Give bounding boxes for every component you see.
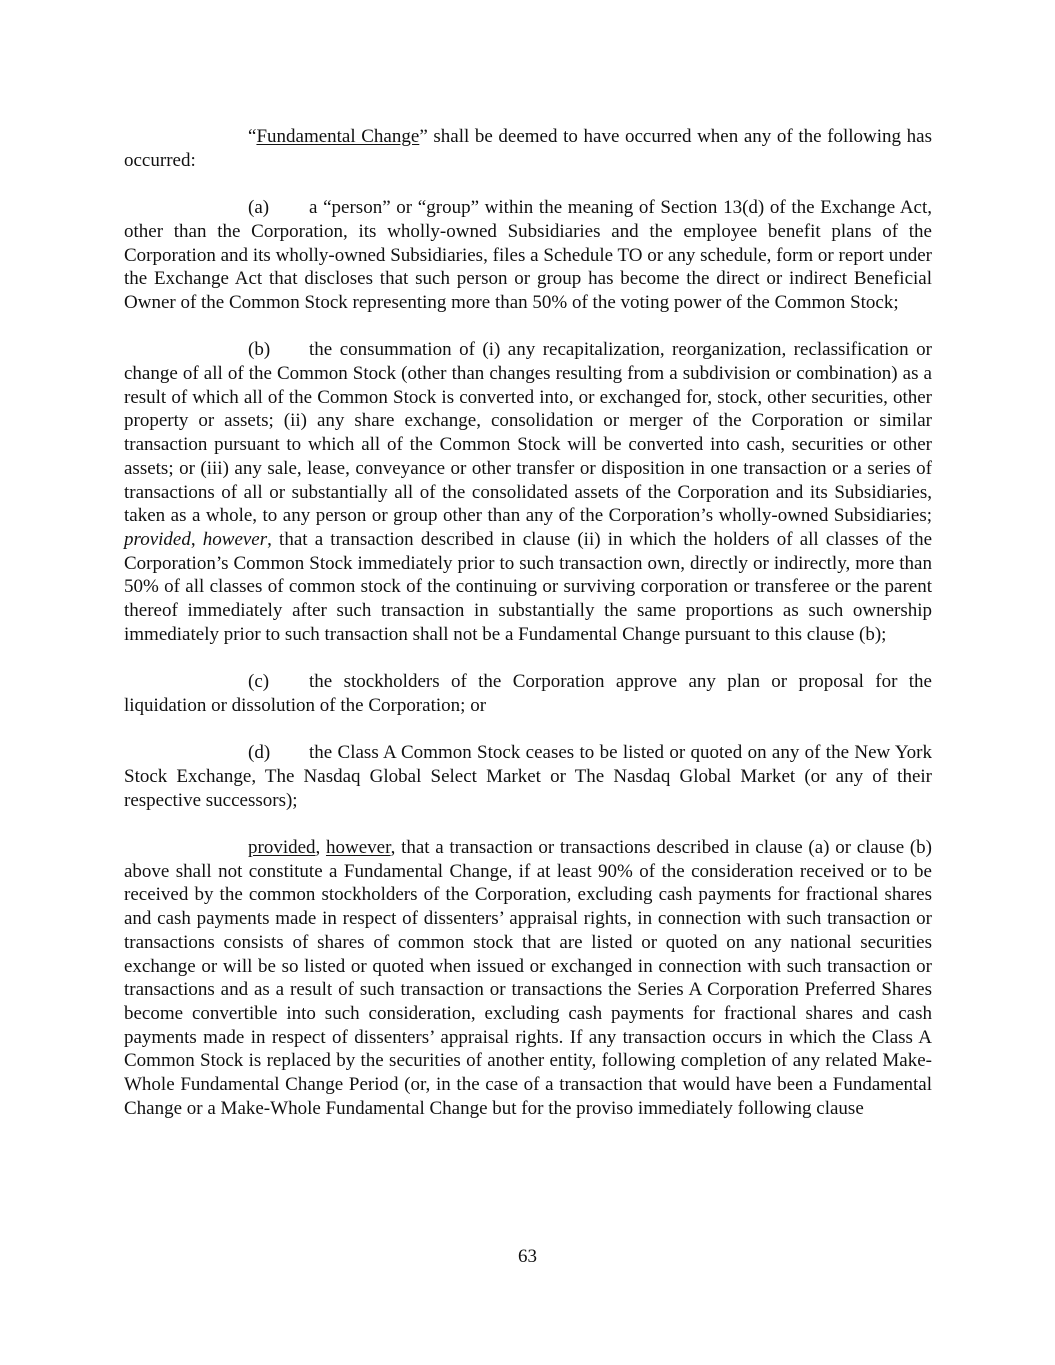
clause-a-text: a “person” or “group” within the meaning of Section 13(d) of the Exchange Act, other than the Corporation, its wholly-owned Subsidiaries and the employee benefit plans of the Corporation and its wholly-owned Subsidiaries, files a Schedule TO or any schedule, form or report under the Exchange Act that discloses that such person or group has become the direct or indirect Beneficial Owner of the Common Stock representing more than 50% of the voting power of the Common Stock; (124, 197, 932, 313)
clause-b-paragraph (124, 338, 932, 646)
proviso-separator: , (315, 837, 326, 859)
proviso-paragraph (124, 836, 932, 1120)
clause-b-label: (b) (248, 339, 271, 361)
clause-d-label: (d) (248, 742, 271, 764)
clause-b-text-1: the consummation of (i) any recapitalization, reorganization, reclassification or change of all of the Common Stock (other than changes resulting from a subdivision or combination) as a result of which all of the Common Stock is converted into, or exchanged for, stock, other securities, other property or assets; (ii) any share exchange, consolidation or merger of the Corporation or similar transaction pursuant to which all of the Common Stock will be converted into cash, securities or other assets; or (iii) any sale, lease, conveyance or other transfer or disposition in one transaction or a series of transactions of all or substantially all of the consolidated assets of the Corporation and its Subsidiaries, taken as a whole, to any person or group other than any of the Corporation’s wholly-owned Subsidiaries; (124, 339, 932, 527)
defined-term: Fundamental Change (256, 126, 420, 147)
clause-c-paragraph (124, 670, 932, 717)
page-number: 63 (518, 1246, 537, 1267)
clause-b-provided: provided (124, 528, 191, 550)
definition-text: ” shall be deemed to have occurred when any of the following has occurred: (124, 126, 932, 171)
definition-paragraph (124, 125, 932, 172)
definition-open-quote: “ (248, 126, 257, 147)
clause-c-text: the stockholders of the Corporation approve any plan or proposal for the liquidation or dissolution of the Corporation; or (124, 671, 932, 716)
document-body (124, 125, 932, 1144)
clause-a-paragraph (124, 196, 932, 315)
clause-c-label: (c) (248, 671, 270, 693)
proviso-text: , that a transaction or transactions described in clause (a) or clause (b) above shall not constitute a Fundamental Change, if at least 90% of the consideration received or to be received by the common stockholders of the Corporation, excluding cash payments for fractional shares and cash payments made in respect of dissenters’ appraisal rights, in connection with such transaction or transactions consists of shares of common stock that are listed or quoted on any national securities exchange or will be so listed or quoted when issued or exchanged in connection with such transaction or transactions and as a result of such transaction or transactions the Series A Corporation Preferred Shares become convertible into such consideration, excluding cash payments for fractional shares and cash payments made in respect of dissenters’ appraisal rights. If any transaction occurs in which the Class A Common Stock is replaced by the securities of another entity, following completion of any related Make-Whole Fundamental Change Period (or, in the case of a transaction that would have been a Fundamental Change or a Make-Whole Fundamental Change but for the proviso immediately following clause (124, 837, 933, 1119)
clause-b-separator: , (190, 528, 203, 550)
clause-b-text-2: , that a transaction described in clause (ii) in which the holders of all classes of the Corporation’s Common Stock immediately prior to such transaction own, directly or indirectly, more than 50% of all classes of common stock of the continuing or surviving corporation or transferee or the parent thereof immediately after such transaction in substantially the same proportions as such ownership immediately prior to such transaction shall not be a Fundamental Change pursuant to this clause (b); (124, 528, 932, 645)
clause-b-however: however (202, 528, 268, 550)
clause-a-label: (a) (248, 197, 270, 219)
proviso-provided: provided (248, 837, 316, 859)
clause-d-paragraph (124, 741, 932, 812)
clause-d-text: the Class A Common Stock ceases to be listed or quoted on any of the New York Stock Exchange, The Nasdaq Global Select Market or The Nasdaq Global Market (or any of their respective successors); (124, 742, 932, 811)
proviso-however: however (325, 837, 391, 859)
